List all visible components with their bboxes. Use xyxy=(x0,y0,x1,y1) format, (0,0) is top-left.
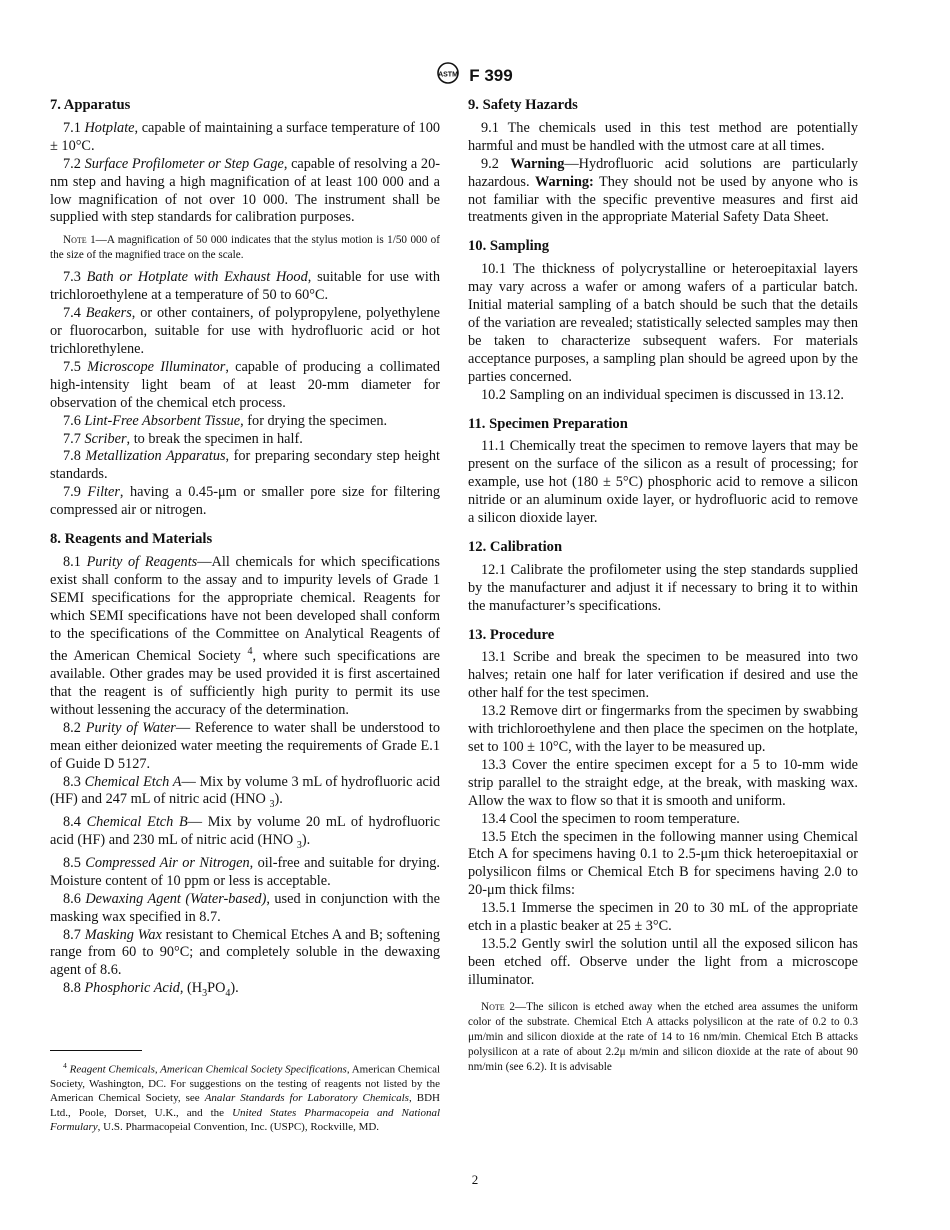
section-11-heading: 11. Specimen Preparation xyxy=(468,415,628,432)
page-number: 2 xyxy=(471,1172,479,1187)
para-8-6: 8.6 Dewaxing Agent (Water-based), used in conjunction with the masking wax specified in 8.7. xyxy=(50,890,441,925)
para-7-3: 7.3 Bath or Hotplate with Exhaust Hood, suitable for use with trichloroethylene at a temperature of 50 to 60°C. xyxy=(50,269,440,304)
para-7-9: 7.9 Filter, having a 0.45-μm or smaller pore size for filtering compressed air or nitrogen. xyxy=(50,484,440,519)
para-7-4: 7.4 Beakers, or other containers, of polypropylene, polyethylene or fluorocarbon, suitable for use with hydrofluoric acid or hot trichlorethylene. xyxy=(50,305,440,357)
para-13-5-1: 13.5.1 Immerse the specimen in 20 to 30 mL of the appropriate etch in a plastic beaker at 25 ± 3°C. xyxy=(468,900,858,935)
para-7-2: 7.2 Surface Profilometer or Step Gage, capable of resolving a 20-nm step and having a high magnification of at least 100 000 and a low magnification of not over 10 000. The instrument shall be supplied with step standards for calibration purposes. xyxy=(50,155,440,226)
para-9-1: 9.1 The chemicals used in this test method are potentially harmful and must be handled with the utmost care at all times. xyxy=(468,119,858,154)
para-8-3: 8.3 Chemical Etch A— Mix by volume 3 mL of hydrofluoric acid (HF) and 247 mL of nitric acid (HNO $_3$). xyxy=(50,773,441,811)
para-13-5-2: 13.5.2 Gently swirl the solution until all the exposed silicon has been etched off. Observe under the light from a microscope illuminator. xyxy=(468,935,858,988)
para-11-1: 11.1 Chemically treat the specimen to remove layers that may be present on the surface of the silicon as a result of processing; for example, use hot (180 ± 5°C) phosphoric acid to remove a silicon nitride or an aluminum oxide layer, or hydrofluoric acid to remove a silicon dioxide layer. xyxy=(468,438,858,527)
section-7-heading: 7. Apparatus xyxy=(50,97,131,113)
para-9-2: 9.2 Warning—Hydrofluoric acid solutions are particularly hazardous. Warning: They should not be used by anyone who is not familiar with the specific preventive measures and first aid treatments given in the appropriate Material Safety Data Sheet. xyxy=(468,155,859,226)
document-designation: F 399 xyxy=(469,65,513,85)
para-8-1: 8.1 Purity of Reagents—All chemicals for which specifications exist shall conform to the assay and to impurity levels of Grade 1 SEMI specifications for the appropriate chemical. Reagents for which SEMI specifications have not been developed shall conform to the specifications of the Committee on Analytical Reagents of the American Chemical Society $^4$, where such specifications are available. Other grades may be used provided it is first ascertained that the reagent is of sufficiently high purity to permit its use without lessening the accuracy of the determination. xyxy=(50,553,441,718)
para-13-5: 13.5 Etch the specimen in the following manner using Chemical Etch A for specimens having 0.1 to 2.5-μm thick heteroepitaxial or polysilicon films or Chemical Etch B for specimens having 2.0 to 20-μm thick films: xyxy=(468,828,858,899)
footnote-rule xyxy=(50,1050,142,1051)
para-10-1: 10.1 The thickness of polycrystalline or heteroepitaxial layers may vary across a wafer or among wafers of a particular batch. Initial material sampling of a batch should be such that the details of the variation are revealed; statistically selected samples may then be taken to characterize subsequent wafers. For materials acceptance purposes, a sampling plan should be agreed upon by the parties concerned. xyxy=(468,261,858,385)
para-10-2: 10.2 Sampling on an individual specimen is discussed in 13.12. xyxy=(481,386,844,403)
section-10-heading: 10. Sampling xyxy=(468,238,550,255)
para-7-7: 7.7 Scriber, to break the specimen in half. xyxy=(63,430,303,447)
para-7-1: 7.1 Hotplate, capable of maintaining a surface temperature of 100 ± 10°C. xyxy=(50,119,441,154)
note-1: Note 1—A magnification of 50 000 indicates that the stylus motion is 1/50 000 of the size of the magnified trace on the scale. xyxy=(50,234,440,262)
para-13-1: 13.1 Scribe and break the specimen to be measured into two halves; retain one half for later verification if desired and use the other half for the test specimen. xyxy=(468,649,858,702)
footnote-4 xyxy=(50,1050,440,1134)
para-8-4: 8.4 Chemical Etch B— Mix by volume 20 mL of hydrofluoric acid (HF) and 230 mL of nitric acid (HNO $_3$). xyxy=(50,814,441,852)
svg-text:ASTM: ASTM xyxy=(438,71,459,79)
section-12-heading: 12. Calibration xyxy=(468,538,563,555)
para-13-3: 13.3 Cover the entire specimen except for a 5 to 10-mm wide strip parallel to the straight edge, at the break, with masking wax. Allow the wax to flow so that it is smooth and uniform. xyxy=(468,756,858,809)
section-9-heading: 9. Safety Hazards xyxy=(468,97,578,113)
para-7-6: 7.6 Lint-Free Absorbent Tissue, for drying the specimen. xyxy=(63,412,388,429)
footnote-text: $^4$ Reagent Chemicals, American Chemical Society Specifications, American Chemical Society, Washington, DC. For suggestions on the testing of reagents not listed by the American Chemical Society, see Analar Standards for Laboratory Chemicals, BDH Ltd., Poole, Dorset, U.K., and the United States Pharmacopeia and National Formulary, U.S. Pharmacopeial Convention, Inc. (USPC), Rockville, MD. xyxy=(50,1061,441,1133)
section-8-heading: 8. Reagents and Materials xyxy=(50,531,213,548)
para-8-5: 8.5 Compressed Air or Nitrogen, oil-free and suitable for drying. Moisture content of 10 ppm or less is acceptable. xyxy=(50,854,440,889)
para-7-8: 7.8 Metallization Apparatus, for preparing secondary step height standards. xyxy=(50,448,440,483)
para-8-2: 8.2 Purity of Water— Reference to water shall be understood to mean either deionized water meeting the requirements of Grade E.1 of Guide D 5127. xyxy=(50,719,440,772)
right-column xyxy=(468,97,858,1081)
page-header xyxy=(0,62,950,89)
section-13-heading: 13. Procedure xyxy=(468,626,555,643)
para-8-8: 8.8 Phosphoric Acid, $(H_3PO_4)$. xyxy=(63,980,239,1000)
left-column xyxy=(50,97,440,1003)
note-2: Note 2—The silicon is etched away when the etched area assumes the uniform color of the substrate. Chemical Etch A attacks polysilicon at the rate of 0.2 to 0.3 μm/min and silicon dioxide at the rate of 14 to 16 nm/min. Chemical Etch B attacks polysilicon at a rate of about 2.2μ m/min and silicon dioxide at the rate of about 90 nm/min (see 6.2). It is advisable xyxy=(468,1000,858,1073)
para-8-7: 8.7 Masking Wax resistant to Chemical Etches A and B; softening range from 60 to 90°C; and completely soluble in the dewaxing agent of 8.6. xyxy=(50,926,441,979)
para-7-5: 7.5 Microscope Illuminator, capable of producing a collimated high-intensity light beam of at least 20-mm diameter for observation of the chemical etch process. xyxy=(50,358,441,411)
para-13-2: 13.2 Remove dirt or fingermarks from the specimen by swabbing with trichloroethylene and then place the specimen on the hotplate, set to 100 ± 10°C, with the layer to be measured up. xyxy=(468,703,858,755)
para-13-4: 13.4 Cool the specimen to room temperature. xyxy=(481,810,740,827)
astm-logo-icon xyxy=(437,62,459,89)
para-12-1: 12.1 Calibrate the profilometer using the step standards supplied by the manufacturer and adjust it if necessary to bring it to within the manufacturer’s specifications. xyxy=(468,561,858,614)
